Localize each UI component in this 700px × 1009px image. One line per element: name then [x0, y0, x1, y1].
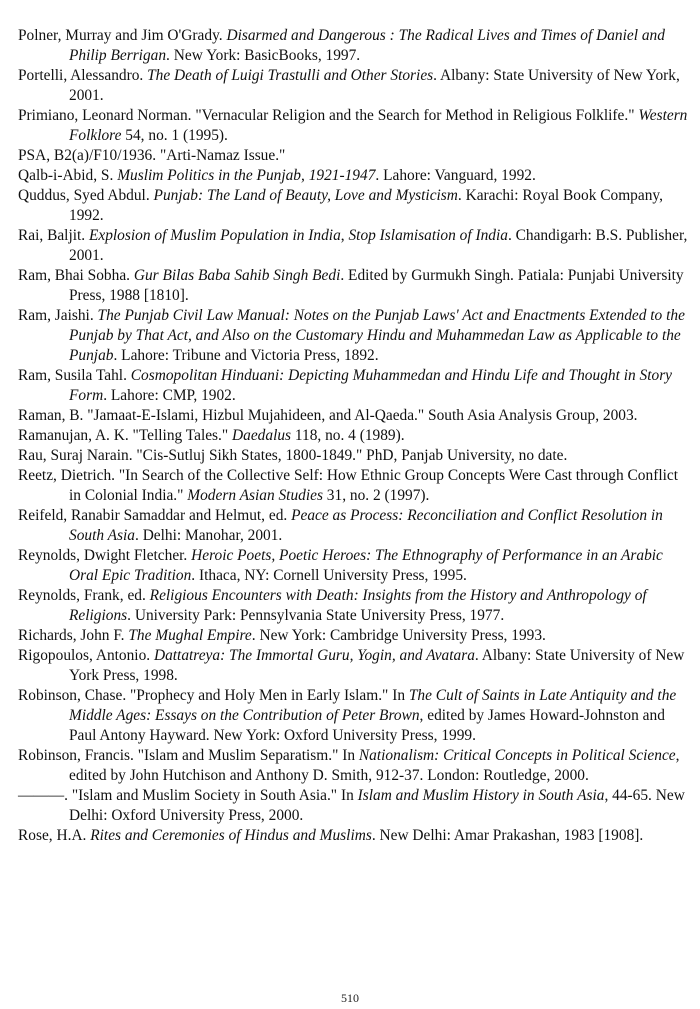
- bibliography-entry: [18, 446, 690, 466]
- entry-title: The Punjab Civil Law Manual: Notes on the Punjab Laws' Act and Enactments Extended to the Punjab by That Act, and Also on the Customary Hindu and Muhammedan Law as Applicable to the Punjab: [69, 307, 685, 364]
- entry-text: . University Park: Pennsylvania State University Press, 1977.: [127, 607, 505, 624]
- entry-title: Punjab: The Land of Beauty, Love and Mysticism: [153, 187, 458, 204]
- entry-title: Dattatreya: The Immortal Guru, Yogin, and Avatara: [153, 647, 475, 664]
- entry-text: , 44-65. New Delhi: Oxford University Press, 2000.: [69, 787, 685, 824]
- bibliography-entry: [18, 426, 690, 446]
- bibliography-entry: [18, 26, 690, 66]
- entry-text: Ram, Jaishi.: [18, 307, 98, 324]
- entry-text: . Lahore: Tribune and Victoria Press, 1892.: [113, 347, 379, 364]
- entry-title: Western Folklore: [69, 107, 688, 144]
- bibliography-entry: [18, 146, 690, 166]
- bibliography-entry: [18, 66, 690, 106]
- bibliography-entry: [18, 746, 690, 786]
- entry-text: 31, no. 2 (1997).: [322, 487, 430, 504]
- bibliography-entry: [18, 506, 690, 546]
- entry-title: Religious Encounters with Death: Insights from the History and Anthropology of Religions: [69, 587, 647, 624]
- entry-text: . New Delhi: Amar Prakashan, 1983 [1908].: [371, 827, 644, 844]
- entry-text: Reynolds, Frank, ed.: [18, 587, 150, 604]
- bibliography-entry: [18, 546, 690, 586]
- bibliography-entry: [18, 646, 690, 686]
- bibliography-entry: [18, 266, 690, 306]
- entry-title: Muslim Politics in the Punjab, 1921-1947: [117, 167, 376, 184]
- bibliography-entry: [18, 786, 690, 826]
- entry-text: Richards, John F.: [18, 627, 129, 644]
- entry-text: . Karachi: Royal Book Company, 1992.: [69, 187, 663, 224]
- entry-text: . Delhi: Manohar, 2001.: [135, 527, 283, 544]
- entry-text: ,: [340, 227, 349, 244]
- entry-text: Rose, H.A.: [18, 827, 91, 844]
- bibliography-entry: [18, 186, 690, 226]
- bibliography-entry: [18, 586, 690, 626]
- entry-title: Daedalus: [232, 427, 292, 444]
- entry-text: PSA, B2(a)/F10/1936. "Arti-Namaz Issue.": [18, 147, 286, 164]
- bibliography-entry: [18, 466, 690, 506]
- bibliography-entry: [18, 626, 690, 646]
- entry-text: . Albany: State University of New York Press, 1998.: [69, 647, 685, 684]
- bibliography-entry: [18, 226, 690, 266]
- bibliography-entry: [18, 366, 690, 406]
- bibliography-list: [18, 26, 690, 846]
- entry-text: ———. "Islam and Muslim Society in South Asia." In: [18, 787, 358, 804]
- entry-text: Qalb-i-Abid, S.: [18, 167, 118, 184]
- entry-text: Rai, Baljit.: [18, 227, 89, 244]
- entry-title: The Mughal Empire: [128, 627, 252, 644]
- bibliography-entry: [18, 306, 690, 366]
- entry-title: The Death of Luigi Trastulli and Other Stories: [147, 67, 434, 84]
- page-number: 510: [341, 991, 359, 1005]
- entry-text: Rigopoulos, Antonio.: [18, 647, 154, 664]
- entry-title: Rites and Ceremonies of Hindus and Muslims: [90, 827, 372, 844]
- entry-title: Gur Bilas Baba Sahib Singh Bedi: [133, 267, 341, 284]
- entry-text: . Albany: State University of New York, 2001.: [69, 67, 680, 104]
- entry-text: Ramanujan, A. K. "Telling Tales.": [18, 427, 233, 444]
- entry-title: Cosmopolitan Hinduani: Depicting Muhammedan and Hindu Life and Thought in Story Form: [69, 367, 673, 404]
- entry-text: Ram, Bhai Sobha.: [18, 267, 134, 284]
- entry-text: 54, no. 1 (1995).: [121, 127, 228, 144]
- entry-text: Raman, B. "Jamaat-E-Islami, Hizbul Mujahideen, and Al-Qaeda." South Asia Analysis Group, 2003.: [18, 407, 638, 424]
- entry-text: Reynolds, Dwight Fletcher.: [18, 547, 192, 564]
- entry-text: Robinson, Chase. "Prophecy and Holy Men in Early Islam." In: [18, 687, 409, 704]
- entry-title: Heroic Poets, Poetic Heroes: The Ethnography of Performance in an Arabic Oral Epic Tradition: [69, 547, 663, 584]
- bibliography-entry: [18, 826, 690, 846]
- entry-text: 118, no. 4 (1989).: [291, 427, 405, 444]
- entry-text: Rau, Suraj Narain. "Cis-Sutluj Sikh States, 1800-1849." PhD, Panjab University, no date.: [18, 447, 568, 464]
- entry-title: Explosion of Muslim Population in India: [88, 227, 341, 244]
- entry-title: Islam and Muslim History in South Asia: [357, 787, 605, 804]
- entry-text: Quddus, Syed Abdul.: [18, 187, 154, 204]
- entry-text: . New York: BasicBooks, 1997.: [166, 47, 361, 64]
- entry-text: Primiano, Leonard Norman. "Vernacular Religion and the Search for Method in Religious Folklife.": [18, 107, 639, 124]
- bibliography-entry: [18, 166, 690, 186]
- bibliography-entry: [18, 406, 690, 426]
- entry-text: , edited by John Hutchison and Anthony D. Smith, 912-37. London: Routledge, 2000.: [69, 747, 680, 784]
- entry-text: . Edited by Gurmukh Singh. Patiala: Punjabi University Press, 1988 [1810].: [69, 267, 684, 304]
- entry-title: Stop Islamisation of India: [348, 227, 508, 244]
- entry-text: . New York: Cambridge University Press, 1993.: [251, 627, 546, 644]
- entry-text: Portelli, Alessandro.: [18, 67, 148, 84]
- entry-text: . Chandigarh: B.S. Publisher, 2001.: [69, 227, 688, 264]
- entry-title: Peace as Process: Reconciliation and Conflict Resolution in South Asia: [69, 507, 663, 544]
- entry-title: Modern Asian Studies: [187, 487, 323, 504]
- bibliography-entry: [18, 686, 690, 746]
- bibliography-entry: [18, 106, 690, 146]
- entry-title: The Cult of Saints in Late Antiquity and the Middle Ages: Essays on the Contribution of Peter Brown: [69, 687, 677, 724]
- entry-title: Nationalism: Critical Concepts in Political Science: [358, 747, 676, 764]
- entry-text: Reifeld, Ranabir Samaddar and Helmut, ed.: [18, 507, 292, 524]
- entry-text: Ram, Susila Tahl.: [18, 367, 131, 384]
- entry-text: , edited by James Howard-Johnston and Paul Antony Hayward. New York: Oxford University Press, 1999.: [69, 707, 665, 744]
- entry-text: . Ithaca, NY: Cornell University Press, 1995.: [191, 567, 467, 584]
- entry-text: Polner, Murray and Jim O'Grady.: [18, 27, 227, 44]
- entry-title: Disarmed and Dangerous : The Radical Lives and Times of Daniel and Philip Berrigan: [69, 27, 665, 64]
- entry-text: Robinson, Francis. "Islam and Muslim Separatism." In: [18, 747, 359, 764]
- entry-text: . Lahore: CMP, 1902.: [103, 387, 236, 404]
- entry-text: . Lahore: Vanguard, 1992.: [375, 167, 536, 184]
- entry-text: Reetz, Dietrich. "In Search of the Collective Self: How Ethnic Group Concepts Were Cast through Conflict in Colonial India.": [18, 467, 678, 504]
